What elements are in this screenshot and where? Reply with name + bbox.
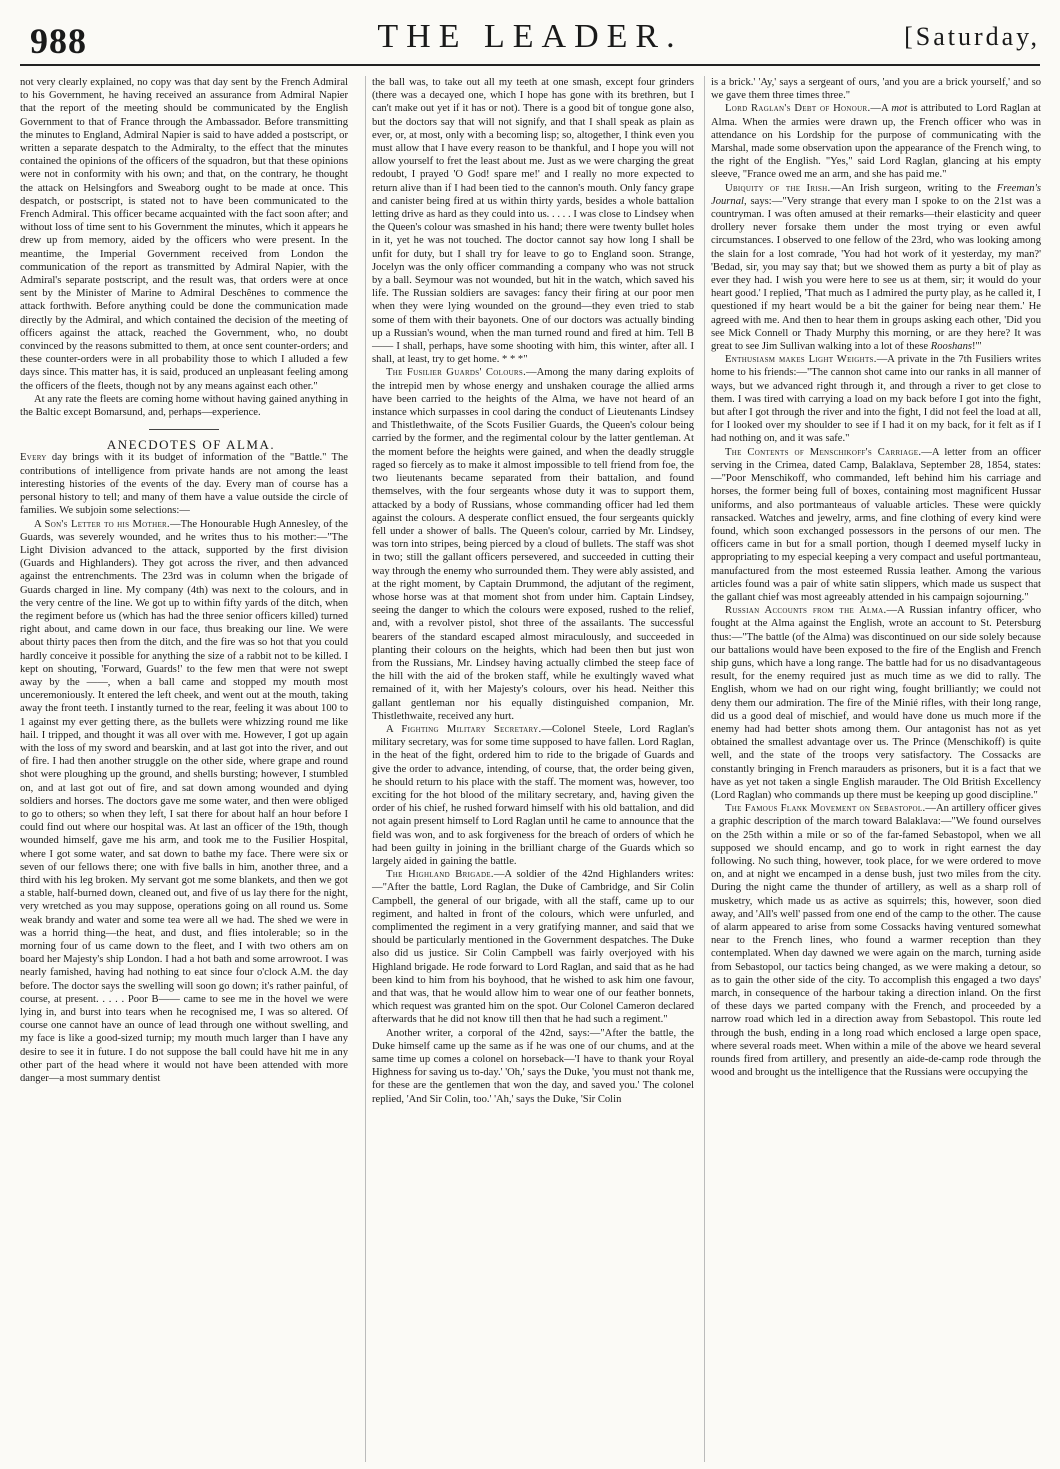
anecdote-title: The Highland Brigade. xyxy=(386,869,494,881)
anecdote-text: —An Irish surgeon, writing to the xyxy=(830,182,997,194)
anecdote-title: The Fusilier Guards' Colours. xyxy=(386,367,527,379)
anecdote-title: Ubiquity of the Irish. xyxy=(725,182,831,194)
anecdote-text: —A letter from an officer serving in the Crimea, dated Camp, Balaklava, September 28, 1854, states:—"Poor Menschikoff, who commanded, left behind him his carriage and horses, the former being full of boxes, containing most magnificent Hussar uniforms, and also portmanteaus of valuable articles. These were quickly ransacked. Watches and jewelry, arms, and fine clothing of every kind were found, which soon exchanged possessors in the persons of our men. The officers came in but for a small portion, though I deemed myself lucky in appropriating to my especial keeping a very compact and useful portmanteau, manufactured from the most esteemed Russia leather. Among the various articles found was a pair of white satin slippers, which made us suspect that the gallant chief was most agreeably attended in his campaign sojourning." xyxy=(711,446,1041,603)
section-divider xyxy=(149,429,219,430)
anecdote-title: Russian Accounts from the Alma. xyxy=(725,605,887,617)
anecdote-sons-letter xyxy=(20,518,348,1086)
anecdote-text: , says:—"Very strange that every man I spoke to on the 21st was a countryman. I was often amused at their remarks—their elasticity and queer drollery never forsake them under the most trying or even awful circumstances. I observed to one fellow of the 23rd, who was looking among the slain for a lost comrade, 'You had hot work of it yesterday, my man?' 'Bedad, sir, you may say that; but we showed them as purty a bit of play as ever they had. I wish you were here to see us at them, sir; it would do your heart good.' I replied, 'That much as I admired the purty play, as he called it, I questioned if my heart would be a bit the gainer for being near them.' He agreed with me. And then to hear them in groups asking each other, 'Did you see Mick Connell or Thady Murphy this morning, or are they here? It was great to see Jim Sullivan walking into a lot of these xyxy=(711,195,1041,353)
anecdote-text: is attributed to Lord Raglan at Alma. When the armies were drawn up, the French officer who was in attendance on his Lordship for the purpose of communicating with the Marshal, made some observation upon the appearance of the French wing, to the right of the English. "Yes," said Lord Raglan, glancing at his empty sleeve, "France owed me an arm, and she has paid me." xyxy=(711,103,1041,181)
intro-text: day brings with it its budget of information of the "Battle." The contributions of intelligence from private hands are not among the least interesting histories of the events of the day. Every man of course has a personal history to tell; and many of them have a value outside the circle of families. We subjoin some selections:— xyxy=(20,452,348,517)
anecdote-italic: mot xyxy=(891,103,908,115)
column-1 xyxy=(20,76,348,1462)
letter-continuation: the ball was, to take out all my teeth at one smash, except four grinders (there was a decayed one, which I hope has gone with its brethren, but I can't make out yet if it has or not). There is a good bit of tongue gone also, but the doctors say that will not signify, and that I shall speak as plain as ever, or, at most, only with a becoming lisp; so, altogether, I think even you must allow that I have every reason to be thankful, and I hope you will not allow yourself to fret the least about me. Just as we were charging the great redoubt, I prayed 'O God! spare me!' and I really no more expected to return alive than if I had been tied to the cannon's mouth. Only fancy grape and canister being fired at us within thirty yards, besides a whole battalion letting drive as hard as they could into us. . . . . I was close to Lindsey when the Queen's colour was smashed in his hand; there were twenty bullet holes in it, yet he was not touched. The doctor cannot say how long I shall be unfit for duty, but I shall try for leave to go to England soon. Strange, Jocelyn was the only officer commanding a company who was not struck by a ball. Seymour was not wounded, but hit in the watch, which saved his life. The Russian soldiers are savages: fancy their firing at our poor men when they were lying wounded on the ground—they even tried to stab some of them with their bayonets. One of our doctors was actually binding up a Russian's wound, when the man turned round and fired at him. Tell B—— I shall, perhaps, have some shooting with him, this winter, after all. I shall, at least, try to get home. * * *" xyxy=(372,77,694,366)
anecdote-russian-accounts xyxy=(711,604,1041,802)
article-intro xyxy=(20,451,348,517)
masthead xyxy=(20,0,1040,66)
anecdote-text: —Among the many daring exploits of the intrepid men by whose energy and unshaken courage the allied arms have been carried to the heights of the Alma, we have not heard of an instance which surpasses in cool daring the conduct of Lieutenants Lindsey and Thistlethwaite, of the Scots Fusilier Guards, the Queen's colour being carried by the former, and the regimental colour by the latter gentleman. At the moment before the heights were gained, and when the deadly struggle raged so fiercely as to make it almost impossible to tell friend from foe, the two lieutenants became separated from their battalion, and found themselves, with the four sergeants whose duty it was to support them, attacked by a body of Russians, whose commanding officer had led them against the colours. A desperate conflict ensued, the four sergeants quickly fell under a shower of balls. The Queen's colour, carried by Mr. Lindsey, was torn into stripes, being pierced by a cloud of bullets. The staff was shot in two; still the gallant officers persevered, and succeeded in cutting their way through the enemy who surrounded them. They were ably assisted, and at the right moment, by Captain Drummond, the adjutant of the regiment, whose horse was at that moment shot from under him. Captain Lindsey, seeing the danger to which the colours were exposed, rushed to the relief, and, with a revolver pistol, shot three of the assailants. The successful bearers of the standard escaped almost miraculously, and succeeded in planting their colours on the heights, which had been then but just won from the Russians, Mr. Lindsey having actually climbed the steep face of the hill with the aid of the broken staff, while he exultingly waved what remained of it, with her Majesty's colours, over his head. Neither this gallant gentleman nor his equally distinguished companion, Mr. Thistlethwaite, received any hurt. xyxy=(372,367,694,722)
corporal-paragraph: Another writer, a corporal of the 42nd, says:—"After the battle, the Duke himself came up the same as if he was one of our chums, and at the same time up comes a colonel on horseback—'I have to thank your Royal Highness for saving us to-day.' 'Oh,' says the Duke, 'you must not thank me, for these are the gentlemen that won the day, and saved you.' The colonel replied, 'And Sir Colin, too.' 'Ah,' says the Duke, 'Sir Colin xyxy=(372,1027,694,1105)
anecdote-italic: Rooshans xyxy=(930,341,972,353)
anecdote-text: —The Honourable Hugh Annesley, of the Guards, was severely wounded, and he writes thus to his mother:—"The Light Division advanced to the attack, supported by the first division (Guards and Highlanders). They got across the river, and then advanced against the entrenchments. The 23rd was in column when the brigade of Guards charged in line. My company (4th) was next to the colours, and in the very centre of the line. We got up to within fifty yards of the ditch, when the regiment before us (which has had the three senior officers killed) turned right about, and came down in our face, thus breaking our line. We were about thirty paces then from the ditch, and the fire was so hot that you could hardly conceive it possible for anything the size of a rabbit not to be killed. I kept on shouting, 'Forward, Guards!' to the few men that were not swept away by the ——, when a ball came and stopped my mouth most unceremoniously. It entered the left cheek, and went out at the mouth, taking away the front teeth. I instantly turned to the rear, feeling it was about 100 to 1 against my ever getting there, as the bullets were whizzing round me like hail. I tripped, and thought it was all over with me. However, I got up again with the loss of my sword and bearskin, and at last got into the river, and out of fire. I had then another struggle on the other side, where grape and round shot were ploughing up the ground, and shells bursting; however, I stumbled on, and at last got out of fire, and sat down among wounded and dying soldiers and horses. The doctors gave me some water, and then were obliged to go to others; so when they left, I sat there for about half an hour before I could find out where our hospital was. At last an officer of the 19th, though wounded himself, gave me his arm, and took me to the Fusilier Hospital, where I got some water, and sat down to bathe my face. There were six or seven of our fellows there; one with five balls in him, another three, and a third with his leg broken. My servant got me some blankets, and then we got a stable, half-burned down, cleaned out, and five of us lay there for the night, very wretched as you may suppose, operations going on all round us. Some weak brandy and water and some tea were all we had. The shed we were in was a horrid thing—the heat, and dust, and flies intolerable; so in the morning four of us came down to the fleet, and I with two others am on board her Majesty's ship London. I had a hot bath and some arrowroot. I was nearly famished, having had nothing to eat since four o'clock A.M. the day before. The doctor says the swelling will soon go down; it's rather painful, of course, at present. . . . . Poor B—— came to see me in the hovel we were lying in, and burst into tears when he recognised me, I was so altered. Of course one cannot have an ounce of lead through one without swelling, and my face is like a good-sized turnip; my mouth much larger than I have any desire to see it in future. I do not suppose the ball could have hit me in any other part of the head where it would not have been attended with more danger—a most summary dentist xyxy=(20,518,348,1085)
anecdote-title: A Son's Letter to his Mother. xyxy=(34,518,170,530)
anecdote-highland-brigade xyxy=(372,868,694,1026)
newspaper-title: THE LEADER. xyxy=(377,18,683,55)
anecdote-title: The Contents of Menschikoff's Carriage. xyxy=(725,446,922,458)
anecdote-irish xyxy=(711,182,1041,354)
anecdote-text: —A private in the 7th Fusiliers writes home to his friends:—"The cannon shot came into our ranks in all manner of ways, but we advanced right through it, and through a river to get close to them. I was tired with carrying a load on my back before I got into the fight, but after I got through the river and into the fight, I did not feel the load at all, for I looked over my shoulder to see if I had it on my back, for it felt as if I had nothing on, and it was safe." xyxy=(711,354,1041,445)
anecdote-title: A Fighting Military Secretary. xyxy=(386,723,542,735)
column-3 xyxy=(704,76,1041,1462)
baltic-paragraph: not very clearly explained, no copy was that day sent by the French Admiral to his Government, he having received an assurance from Admiral Napier that the report of the meeting should be communicated by the English Government to that of France through the Ambassador. Before transmitting the minutes to England, Admiral Napier is said to have added a postscript, or written a separate despatch to the Admiralty, to the effect that the minutes contained the opinions of the officers of the squadron, but that these opinions were not in conformity with his own; and that, on the contrary, he thought the attack on Helsingfors and Sweaborg ought to be made at once. This despatch, or postscript, is stated not to have been communicated to the French Admiral. This officer became acquainted with the fact soon after; and without loss of time sent to his Government the minutes, which it appears he drew up from memory, aided by the officers who were present. In the meantime, the Imperial Government received from London the communication of the report as transmitted by Admiral Napier, with the Admiral's separate postscript, and the result was, that orders were at once sent by the Minister of Marine to Admiral Deschênes to commence the attack forthwith. Before anything could be done the communication made directly by the Admiral, and which contained the decision of the meeting of officers against the attack, reached the Government, who, no doubt convinced by the reasons submitted to them, at once sent counter-orders; and these counter-orders were in all probability those to which I alluded a few days since. This matter has, it is said, produced an unpleasant feeling among the officers of the fleets, though not by any means against each other." xyxy=(20,77,348,392)
newspaper-name: Freeman's Journal xyxy=(711,182,1041,207)
anecdote-title: Lord Raglan's Debt of Honour. xyxy=(725,103,871,115)
page-number: 988 xyxy=(30,21,87,61)
anecdote-title: The Famous Flank Movement on Sebastopol. xyxy=(725,803,926,815)
anecdote-title: Enthusiasm makes Light Weights. xyxy=(725,354,877,366)
anecdote-text: —A Russian infantry officer, who fought at the Alma against the English, wrote an account to St. Petersburg thus:—"The battle (of the Alma) was discontinued on our side solely because our battalions would have been exposed to the fire of the English and French ship guns, which have a long range. The battle had for us no disadvantageous result, for the enemy required just as much time as we did to rally. The English, whom we had on our right wing, fought brilliantly; we could not deny them our admiration. The fire of the Minié rifles, with their long range, did us a good deal of mischief, and would have done us much more if the enemy had had better shots among them. Our antagonist has not as yet obtained the smallest advantage over us. The Prince (Menschikoff) is quite well, and the state of the troops very satisfactory. The Cossacks are constantly bringing in French marauders as prisoners, but it is a fact that we have as yet not taken a single English marauder. The Old British Excellency (Lord Raglan) who commands up there must be keeping up good discipline." xyxy=(711,605,1041,801)
anecdote-fusilier-colours xyxy=(372,366,694,722)
baltic-conclusion: At any rate the fleets are coming home without having gained anything in the Baltic except Bomarsund, and, perhaps—experience. xyxy=(20,393,348,419)
anecdote-carriage xyxy=(711,446,1041,604)
anecdote-raglan-debt xyxy=(711,102,1041,181)
column-2 xyxy=(365,76,694,1462)
anecdote-text: !'" xyxy=(971,341,982,353)
intro-lead: Every xyxy=(20,452,47,464)
anecdote-military-secretary xyxy=(372,723,694,868)
anecdote-text: —A xyxy=(870,103,892,115)
anecdote-enthusiasm xyxy=(711,353,1041,445)
anecdote-text: —An artillery officer gives a graphic description of the march toward Balaklava:—"We found ourselves on the 25th within a mile or so of the far-famed Sebastopol, when we all supposed we should encamp, and go to work in right earnest the day following. No such thing, however, took place, for we were ordered to move on, and at night we encamped in a dense bush, just two miles from the city. During the night came the thunder of artillery, as well as a sharp roll of musketry, which made us as active as squirrels; this, however, soon died away, and 'All's well' passed from one end of the camp to the other. The cause of alarm appeared to arise from some Cossacks having ventured somewhat near to the French lines, who found a warmer reception than they contemplated. When day dawned we were again on the march, turning aside from Sebastopol, our tactics being changed, as we were making a detour, so as to gain the other side of the city. To accomplish this engaged a two days' march, in consequence of the harbour taking a direction inland. On the first of these days we parted company with the French, and proceeded by a narrow road which led in a direction away from Sebastopol. This route led through the bush, ending in a long road which enclosed a large open space, where several roads meet. When within a mile of the above we heard several rounds fired from artillery, and presently an aide-de-camp rode through the wood and brought us the intelligence that the Russians were occupying the xyxy=(711,803,1041,1079)
issue-day: [Saturday, xyxy=(904,22,1040,51)
anecdote-text: —A soldier of the 42nd Highlanders writes:—"After the battle, Lord Raglan, the Duke of Cambridge, and Sir Colin Campbell, the general of our brigade, with all the staff, came up to our regiment, and halted in front of the colours, which were unfurled, and complimented the regiment in a very gratifying manner, and said that we should be particularly mentioned in the Government despatches. The Duke also did us justice. Sir Colin Campbell was fairly overjoyed with his Highland brigade. He rode forward to Lord Raglan, and said that as he had been kind to him from his boyhood, that he wished to ask him one favour, and that was, that he would allow him to wear one of our feather bonnets, which request was granted him on the spot. Our Colonel Cameron declared afterwards that he did not know till then that he had such a regiment." xyxy=(372,869,694,1026)
anecdote-text: —Colonel Steele, Lord Raglan's military secretary, was for some time supposed to have fallen. Lord Raglan, in the heat of the fight, ordered him to ride to the brigade of Guards and give the order to advance, intending, of course, that, the order being given, he should return to his place with the staff. The moment was, however, too exciting for the hot blood of the military secretary, and, having given the order of his chief, he rushed forward himself with his old battalion, and did not again present himself to Lord Raglan until he came to announce that the field was won, and to ask forgiveness for the breach of orders of which he had been guilty in joining in the brilliant charge of the Guards which so largely aided in gaining the battle. xyxy=(372,723,694,867)
corporal-continuation: is a brick.' 'Ay,' says a sergeant of ours, 'and you are a brick yourself,' and so we gave them three times three." xyxy=(711,77,1041,102)
article-heading: ANECDOTES OF ALMA. xyxy=(106,437,276,453)
anecdote-flank-movement xyxy=(711,802,1041,1079)
